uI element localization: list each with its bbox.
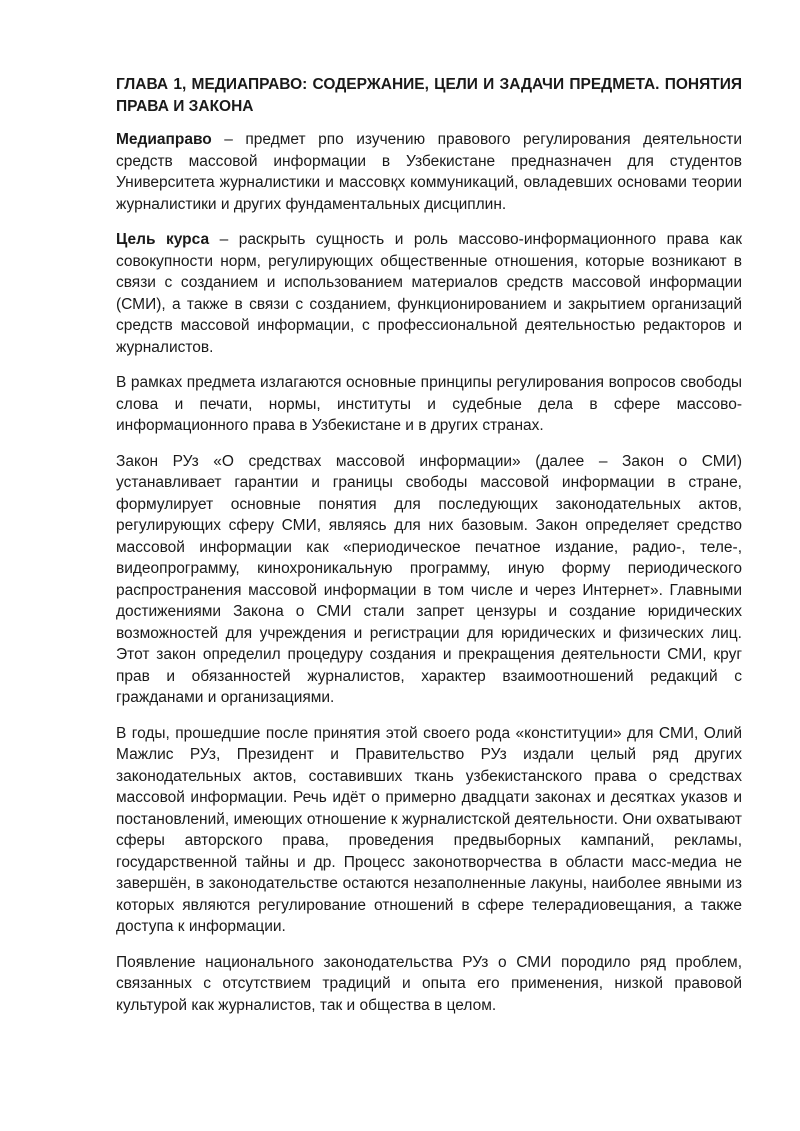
document-page (116, 74, 742, 1030)
paragraph-text: В рамках предмета излагаются основные принципы регулирования вопросов свободы слова и печати, нормы, институты и судебные дела в сфере массово-информационного права в Узбекистане и в других странах. (116, 374, 742, 434)
paragraph-text: Закон РУз «О средствах массовой информации» (далее – Закон о СМИ) устанавливает гарантии и границы свободы массовой информации в стране, формулирует основные понятия для последующих законодательных актов, регулирующих сферу СМИ, являясь для них базовым. Закон определяет средство массовой информации как «периодическое печатное издание, радио-, теле-, видеопрограмму, кинохроникальную программу, иную форму периодического распространения массовой информации в том числе и через Интернет». Главными достижениями Закона о СМИ стали запрет цензуры и создание юридических возможностей для учреждения и регистрации для юридических и физических лиц. Этот закон определил процедуру создания и прекращения деятельности СМИ, круг прав и обязанностей журналистов, характер взаимоотношений редакций с гражданами и организациями. (116, 452, 742, 706)
paragraph-problems (116, 952, 742, 1017)
paragraph-media-law (116, 129, 742, 215)
paragraph-text: – предмет рпо изучению правового регулирования деятельности средств массовой информации в Узбекистане предназначен для студентов Университета журналистики и массовқх коммуникаций, овладевших основами теории журналистики и других фундаментальных дисциплин. (116, 131, 742, 213)
term-media-law: Медиаправо (116, 131, 212, 148)
paragraph-text: Появление национального законодательства РУз о СМИ породило ряд проблем, связанных с отсутствием традиций и опыта его применения, низкой правовой культурой как журналистов, так и общества в целом. (116, 953, 742, 1014)
chapter-title: ГЛАВА 1, МЕДИАПРАВО: СОДЕРЖАНИЕ, ЦЕЛИ И ЗАДАЧИ ПРЕДМЕТА. ПОНЯТИЯ ПРАВА И ЗАКОНА (116, 76, 742, 115)
paragraph-text: – раскрыть сущность и роль массово-информационного права как совокупности норм, регулирующих общественные отношения, которые возникают в связи с созданием и использованием материалов средств массовой информации (СМИ), а также в связи с созданием, функционированием и закрытием организаций средств массовой информации, с профессиональной деятельностью редакторов и журналистов. (116, 231, 742, 356)
paragraph-text: В годы, прошедшие после принятия этой своего рода «конституции» для СМИ, Олий Мажлис РУз, Президент и Правительство РУз издали целый ряд других законодательных актов, составивших ткань узбекистанского права о средствах массовой информации. Речь идёт о примерно двадцати законах и десятках указов и постановлений, имеющих отношение к журналистской деятельности. Они охватывают сферы авторского права, проведения предвыборных кампаний, рекламы, государственной тайны и др. Процесс законотворчества в области масс-медиа не завершён, в законодательстве остаются незаполненные лакуны, наиболее явными из которых являются регулирование отношений в сфере телерадиовещания, а также доступа к информации. (116, 724, 742, 935)
paragraph-legislation-history (116, 723, 742, 938)
paragraph-scope (116, 372, 742, 437)
paragraph-course-goal (116, 229, 742, 358)
paragraph-media-law-act (116, 451, 742, 709)
term-course-goal: Цель курса (116, 231, 210, 248)
